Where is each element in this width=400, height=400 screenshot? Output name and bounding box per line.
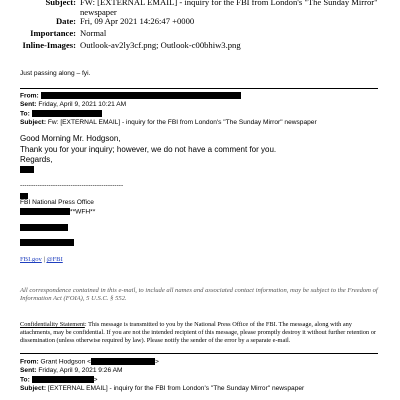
inline-images-label: Inline-Images: bbox=[22, 40, 76, 50]
confidentiality-label: Confidentiality Statement bbox=[20, 321, 85, 328]
fwd1-to-label: To: bbox=[20, 110, 30, 118]
redaction-block bbox=[41, 92, 241, 99]
fbi-social-link[interactable]: @FBI bbox=[46, 256, 63, 263]
header-importance-row bbox=[0, 28, 380, 38]
redaction-block bbox=[20, 166, 34, 173]
date-label: Date: bbox=[55, 16, 76, 26]
header-inline-images-row bbox=[0, 40, 380, 50]
redaction-block bbox=[91, 358, 155, 365]
inline-images-value: Outlook-av2ly3cf.png; Outlook-c00bhiw3.png bbox=[80, 40, 241, 50]
fwd1-subject-label: Subject: bbox=[20, 119, 47, 126]
header-date-row bbox=[0, 16, 380, 26]
fwd2-from-tail: > bbox=[154, 358, 159, 366]
importance-value: Normal bbox=[80, 28, 107, 38]
fwd1-from-label: From: bbox=[20, 92, 39, 100]
fwd2-to-row bbox=[20, 376, 97, 384]
fwd1-regards: Regards, bbox=[20, 155, 53, 164]
confidentiality-statement bbox=[20, 321, 382, 346]
press-office-label: FBI National Press Office bbox=[20, 199, 94, 206]
body-intro: Just passing along – fyi. bbox=[20, 70, 91, 77]
redaction-block bbox=[20, 239, 74, 246]
fwd2-from-label: From: bbox=[20, 358, 39, 366]
fwd1-greeting: Good Morning Mr. Hodgson, bbox=[20, 134, 121, 143]
fwd2-to-tail: > bbox=[93, 376, 98, 384]
subject-value: FW: [EXTERNAL EMAIL] - inquiry for the FBI from London's "The Sunday Mirror" newspaper bbox=[80, 0, 378, 17]
confidentiality-text: : This message is transmitted to you by the National Press Office of the FBI. The message, along with any attachments, may be confidential. If you are not the intended recipient of this message, please promptly destroy it without further retention or dissemination (unless otherwise required by law). Please notify the sender of the error by a separate e-mail. bbox=[20, 321, 377, 345]
date-value: Fri, 09 Apr 2021 14:26:47 +0000 bbox=[80, 16, 195, 26]
fwd2-from-value: Grant Hodgson < bbox=[40, 358, 91, 366]
fwd2-sent-row bbox=[20, 367, 123, 375]
fwd1-from-row bbox=[20, 92, 241, 100]
fwd2-sent-label: Sent: bbox=[20, 367, 37, 374]
fwd1-sent-value: Friday, April 9, 2021 10:21 AM bbox=[38, 101, 127, 108]
fwd2-subject-row bbox=[20, 385, 304, 393]
fwd1-subject-value: Fw: [EXTERNAL EMAIL] - inquiry for the FBI from London's "The Sunday Mirror" newspaper bbox=[47, 119, 317, 126]
fwd2-from-row bbox=[20, 358, 159, 366]
fbi-links bbox=[20, 256, 63, 264]
redaction-block bbox=[20, 208, 70, 215]
fwd2-subject-value: [EXTERNAL EMAIL] - inquiry for the FBI from London's "The Sunday Mirror" newspaper bbox=[47, 385, 305, 392]
foia-disclaimer: All correspondence contained in this e-mail, to include all names and associated contact information, may be subject to the Freedom of Information Act (FOIA), 5 U.S.C. § 552. bbox=[20, 287, 378, 303]
fwd1-message: Thank you for your inquiry; however, we do not have a comment for you. bbox=[20, 145, 277, 154]
redaction-block bbox=[32, 376, 94, 383]
wfh-note: **WFH** bbox=[70, 208, 96, 216]
fbi-gov-link[interactable]: FBI.gov bbox=[20, 256, 42, 263]
redaction-block bbox=[20, 224, 68, 231]
divider bbox=[20, 353, 378, 354]
header-subject-row bbox=[0, 0, 380, 17]
redaction-block bbox=[32, 110, 102, 117]
divider bbox=[20, 88, 378, 89]
fwd2-to-label: To: bbox=[20, 376, 30, 384]
fwd2-sent-value: Friday, April 9, 2021 9:26 AM bbox=[38, 367, 123, 374]
fwd1-to-row bbox=[20, 110, 102, 118]
fwd2-subject-label: Subject: bbox=[20, 385, 47, 392]
fwd1-wfh-row bbox=[20, 208, 95, 216]
fwd1-sent-row bbox=[20, 101, 126, 109]
link-separator: | bbox=[41, 256, 47, 263]
signature-divider: ----------------------------------------------- bbox=[20, 182, 124, 189]
fwd1-sent-label: Sent: bbox=[20, 101, 37, 108]
subject-label: Subject: bbox=[45, 0, 76, 7]
importance-label: Importance: bbox=[30, 28, 76, 38]
fwd1-subject-row bbox=[20, 119, 317, 127]
